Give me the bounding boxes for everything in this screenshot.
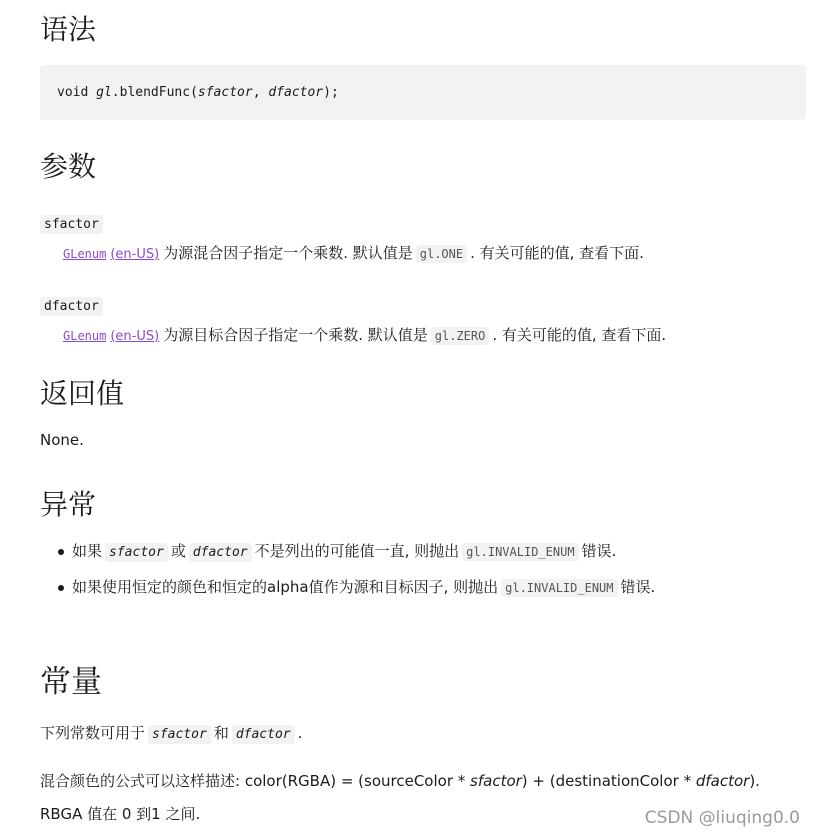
- constants-intro: [40, 722, 302, 743]
- param-desc-text: 为源目标合因子指定一个乘数. 默认值是: [163, 326, 428, 344]
- code-arg-sfactor: sfactor: [197, 85, 253, 100]
- code-sfactor: sfactor: [105, 543, 168, 562]
- blend-formula: [40, 770, 760, 791]
- param-desc-text: 为源混合因子指定一个乘数. 默认值是: [163, 244, 413, 262]
- list-item: [40, 574, 655, 610]
- exception-text: 如果使用恒定的颜色和恒定的alpha值作为源和目标因子, 则抛出: [72, 578, 499, 596]
- list-item: [40, 538, 655, 574]
- code-arg-dfactor: dfactor: [268, 85, 324, 100]
- formula-text: ) + (destinationColor *: [521, 772, 696, 790]
- return-value-text: None.: [40, 431, 84, 449]
- en-us-link[interactable]: (en-US): [110, 329, 160, 344]
- exception-text: 不是列出的可能值一直, 则抛出: [254, 542, 460, 560]
- param-desc-tail: . 有关可能的值, 查看下面.: [492, 326, 667, 344]
- code-prefix: void: [57, 85, 97, 100]
- intro-text: 下列常数可用于: [40, 724, 146, 742]
- error-code: gl.INVALID_ENUM: [462, 543, 578, 561]
- heading-syntax: 语法: [40, 13, 97, 46]
- intro-period: .: [297, 724, 303, 742]
- formula-text: 混合颜色的公式可以这样描述: color(RGBA) = (sourceColor *: [40, 772, 471, 790]
- code-sfactor: sfactor: [148, 725, 211, 744]
- intro-and: 和: [213, 724, 229, 742]
- exceptions-list: [40, 538, 655, 610]
- param-term-sfactor: sfactor: [40, 215, 103, 234]
- glenum-link[interactable]: GLenum: [63, 247, 107, 261]
- code-dfactor: dfactor: [232, 725, 295, 744]
- default-value-code: gl.ZERO: [431, 327, 490, 345]
- param-desc-sfactor: [63, 242, 644, 266]
- param-desc-dfactor: [63, 324, 666, 348]
- param-term-dfactor: dfactor: [40, 297, 103, 316]
- heading-exceptions: 异常: [40, 488, 97, 521]
- default-value-code: gl.ONE: [416, 245, 467, 263]
- exception-or: 或: [170, 542, 186, 560]
- heading-parameters: 参数: [40, 150, 97, 183]
- exception-text: 如果: [72, 542, 103, 560]
- exception-tail: 错误.: [620, 578, 656, 596]
- code-suffix: );: [323, 85, 339, 100]
- heading-return-value: 返回值: [40, 377, 125, 410]
- formula-dfactor: dfactor: [695, 772, 750, 790]
- code-obj: gl: [96, 85, 112, 100]
- code-dfactor: dfactor: [189, 543, 252, 562]
- code-sep: ,: [252, 85, 269, 100]
- rgba-range-text: RBGA 值在 0 到1 之间.: [40, 805, 201, 823]
- formula-text: ).: [749, 772, 760, 790]
- error-code: gl.INVALID_ENUM: [501, 579, 617, 597]
- syntax-code-block: [40, 65, 806, 120]
- exception-tail: 错误.: [581, 542, 617, 560]
- formula-sfactor: sfactor: [470, 772, 522, 790]
- csdn-watermark: CSDN @liuqing0.0: [644, 808, 800, 828]
- glenum-link[interactable]: GLenum: [63, 329, 107, 343]
- en-us-link[interactable]: (en-US): [110, 247, 160, 262]
- heading-constants: 常量: [40, 664, 102, 700]
- param-desc-tail: . 有关可能的值, 查看下面.: [470, 244, 644, 262]
- code-method: .blendFunc(: [111, 85, 198, 100]
